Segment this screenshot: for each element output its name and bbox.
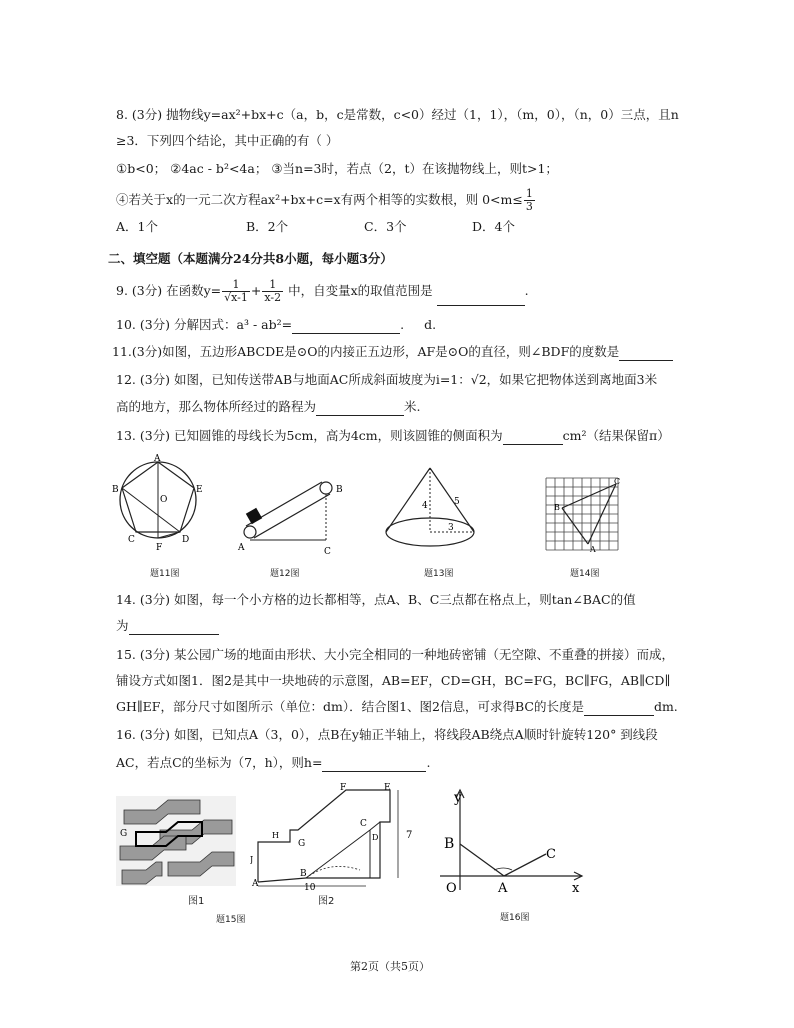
fig16-label-y: y	[454, 790, 462, 806]
caption-fig14: 题14图	[570, 569, 600, 579]
fig16-label-b: B	[444, 836, 455, 852]
fig15-label-h: H	[272, 831, 279, 840]
circled-2: ②	[170, 161, 182, 176]
q14-line2: 为	[116, 617, 219, 635]
fig16-label-c: C	[546, 847, 556, 862]
q16-line1: 16. (3分) 如图，已知点A（3，0），点B在y轴正半轴上，将线段AB绕点A顺时针旋转120° 到线段	[116, 727, 658, 742]
answer-blank-q13[interactable]	[503, 430, 563, 445]
q12-line1: 12. (3分) 如图，已知传送带AB与地面AC所成斜面坡度为i=1：√2，如果它把物体送到离地面3米	[116, 372, 658, 387]
fig15-label-f: F	[340, 783, 347, 793]
figure-16-coordinate	[440, 784, 590, 896]
answer-blank-q16[interactable]	[322, 757, 426, 772]
circled-4: ④	[116, 192, 129, 207]
answer-blank-q9[interactable]	[437, 291, 525, 306]
fig14-label-a: A	[590, 545, 596, 554]
fig16-label-o: O	[446, 881, 457, 896]
answer-blank-q15[interactable]	[584, 701, 654, 716]
figure-14-grid	[542, 474, 622, 554]
figure-15-tiles	[116, 796, 236, 886]
answer-blank-q11[interactable]	[619, 346, 673, 361]
q13-line: 13. (3分) 已知圆锥的母线长为5cm，高为4cm，则该圆锥的侧面积为 cm²（结果保留π）	[116, 428, 670, 443]
fig14-label-b: B	[554, 503, 560, 512]
fig12-label-a: A	[238, 543, 245, 553]
fig13-label-3: 3	[448, 523, 454, 533]
fig11-label-o: O	[160, 495, 168, 505]
fig15-label-a: A	[252, 879, 259, 889]
fig11-label-b: B	[112, 485, 119, 495]
q15-line3: GH∥EF，部分尺寸如图所示（单位：dm）．结合图1、图2信息，可求得BC的长度是 dm.	[116, 699, 678, 714]
option-a: A．1个	[116, 219, 158, 234]
fig15-label-7: 7	[406, 830, 413, 841]
figure-13-cone	[378, 464, 484, 560]
fig15-label-10: 10	[304, 883, 316, 892]
caption-fig13: 题13图	[424, 569, 454, 579]
caption-fig12: 题12图	[270, 569, 300, 579]
caption-fig15: 题15图	[216, 915, 246, 925]
q12-line2: 高的地方，那么物体所经过的路程为 米.	[116, 399, 421, 414]
q15-line1: 15. (3分) 某公园广场的地面由形状、大小完全相同的一种地砖密铺（无空隙、不重叠的拼接）而成，	[116, 647, 675, 662]
fig12-label-c: C	[324, 547, 331, 557]
answer-blank-q14[interactable]	[129, 620, 219, 635]
fig15-label-j: J	[250, 855, 254, 864]
option-b: B．2个	[246, 219, 289, 234]
answer-blank-q10[interactable]	[292, 319, 400, 334]
fraction-2: $\frac{1}{x-2}$	[264, 278, 282, 304]
fig11-label-e: E	[196, 485, 203, 495]
circled-1: ①	[116, 161, 128, 176]
fig15-label-d: D	[372, 833, 379, 842]
fig16-label-x: x	[572, 881, 580, 896]
q15-line2: 铺设方式如图1．图2是其中一块地砖的示意图，AB=EF，CD=GH，BC=FG，BC∥FG，AB∥CD∥	[116, 673, 671, 688]
caption-fig11: 题11图	[150, 569, 180, 579]
q16-line2: AC，若点C的坐标为（7，h），则h= .	[116, 755, 431, 770]
fig15-label-g: G	[298, 839, 306, 849]
fig14-label-c: C	[614, 477, 621, 486]
circled-3: ③	[271, 161, 283, 176]
section-heading: 二、填空题（本题满分24分共8小题，每小题3分）	[108, 251, 393, 266]
caption-tile-fig1: 图1	[188, 896, 205, 907]
page-footer: 第2页（共5页）	[350, 960, 430, 973]
q8-line2: ≥3．下列四个结论，其中正确的有（ ）	[116, 133, 339, 148]
q9-line: 9. (3分) 在函数y= $\frac{1}{√x-1}$ + $\frac{1}{x-2}$ 中，自变量x的取值范围是 .	[116, 278, 529, 304]
fraction-one-third: $\frac{1}{3}$	[525, 187, 533, 213]
answer-blank-q12[interactable]	[316, 401, 404, 416]
option-d: D．4个	[472, 219, 515, 234]
fig15-label-g1: G	[120, 829, 128, 839]
q8-line1: 8. (3分) 抛物线y=ax²+bx+c（a，b，c是常数，c<0）经过（1，1），（m，0），（n，0）三点，且n	[116, 107, 679, 122]
caption-fig16: 题16图	[500, 913, 530, 923]
figure-15-tile-diagram	[250, 782, 420, 892]
fig12-label-b: B	[336, 485, 343, 495]
fig11-label-a: A	[154, 454, 161, 464]
figure-12-conveyor	[232, 470, 352, 560]
q8-line4: ④若关于x的一元二次方程ax²+bx+c=x有两个相等的实数根，则 0<m≤ $\frac{1}{3}$	[116, 187, 533, 213]
q11-line: 11.(3分)如图，五边形ABCDE是⊙O的内接正五边形，AF是⊙O的直径，则∠BDF的度数是	[112, 343, 673, 361]
fig15-label-b: B	[300, 869, 307, 879]
fig15-label-e: E	[384, 783, 391, 793]
caption-tile-fig2: 图2	[318, 896, 335, 907]
fig16-label-a: A	[498, 881, 508, 896]
fig13-label-5: 5	[454, 497, 460, 507]
option-c: C．3个	[364, 219, 407, 234]
fraction-1: $\frac{1}{√x-1}$	[224, 278, 248, 304]
q8-line3: ①b<0； ②4ac - b²<4a； ③当n=3时，若点（2，t）在该抛物线上，则t>1；	[116, 161, 558, 176]
figure-11-pentagon	[110, 452, 210, 564]
fig15-label-c: C	[360, 819, 367, 829]
fig11-label-d: D	[182, 535, 190, 545]
fig11-label-c: C	[128, 535, 135, 545]
q14-line1: 14. (3分) 如图，每一个小方格的边长都相等，点A、B、C三点都在格点上，则tan∠BAC的值	[116, 592, 636, 607]
fig11-label-f: F	[156, 543, 163, 553]
q10-line: 10. (3分) 分解因式：a³ - ab²= . d.	[116, 317, 437, 332]
fig13-label-4: 4	[422, 501, 428, 511]
